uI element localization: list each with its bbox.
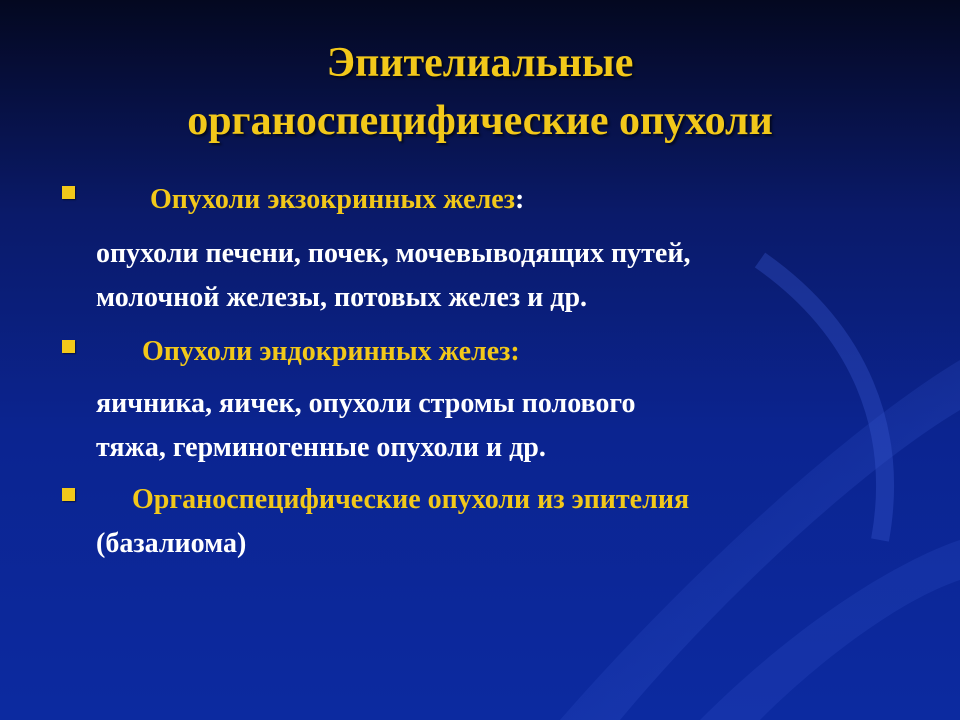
list-item-heading-colon: : (514, 184, 525, 215)
slide-title-line-1: Эпителиальные (326, 40, 634, 86)
list-item-heading-text: Опухоли экзокринных желез (150, 184, 515, 215)
list-item-heading: Опухоли эндокринных желез: (142, 336, 520, 367)
bullet-square-icon (62, 340, 75, 353)
list-item-body-line: тяжа, герминогенные опухоли и др. (96, 432, 546, 463)
slide-title (0, 34, 960, 150)
list-item-heading: Органоспецифические опухоли из эпителия (132, 484, 690, 515)
list-item-body-line: яичника, яичек, опухоли стромы полового (96, 388, 636, 419)
list-item-body-line: (базалиома) (96, 528, 247, 559)
bullet-square-icon (62, 488, 75, 501)
slide-title-line-2: органоспецифические опухоли (187, 98, 773, 144)
list-item-heading (150, 178, 524, 222)
list-item-body-line: опухоли печени, почек, мочевыводящих путей, (96, 238, 691, 269)
list-item-body-line: молочной железы, потовых желез и др. (96, 282, 588, 313)
bullet-square-icon (62, 186, 75, 199)
